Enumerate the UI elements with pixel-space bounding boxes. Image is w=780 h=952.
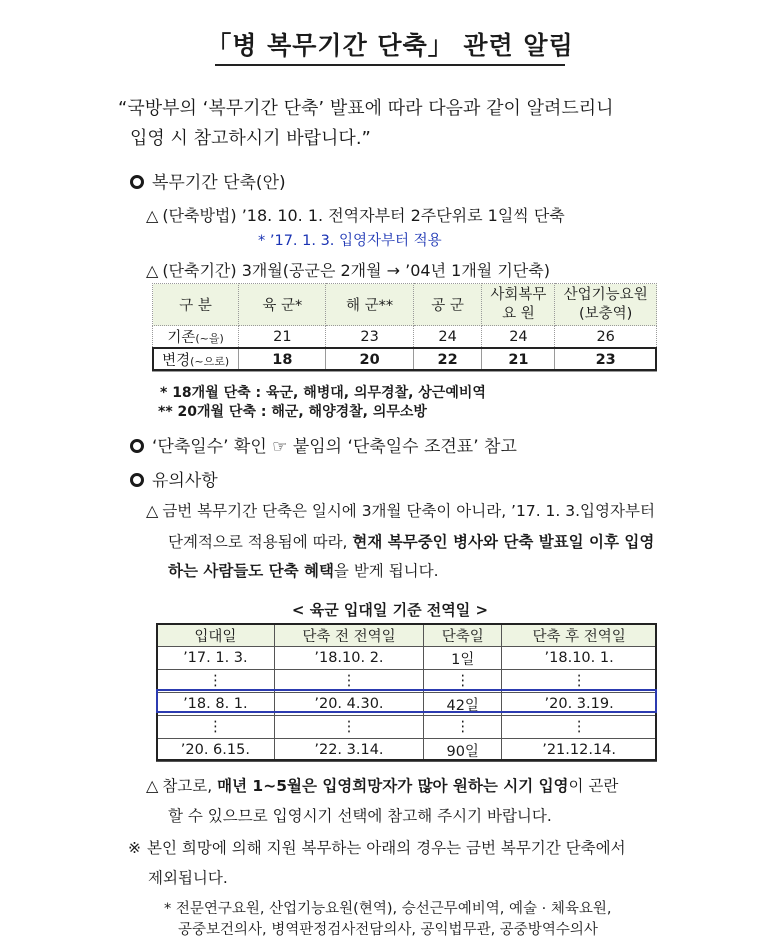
table-cell: ’20. 3.19. bbox=[502, 693, 657, 716]
triangle-marker-icon: △ bbox=[146, 261, 159, 280]
intro-line-2: 입영 시 참고하시기 바랍니다.” bbox=[130, 128, 371, 149]
table-cell: ’20. 6.15. bbox=[157, 739, 275, 762]
title-underline bbox=[215, 64, 565, 66]
reference-para-line-2: 할 수 있으므로 입영시기 선택에 참고해 주시기 바랍니다. bbox=[168, 807, 552, 825]
table-cell: 42일 bbox=[424, 693, 502, 716]
reference-para-line-1: △ 참고로, 매년 1~5월은 입영희망자가 많아 원하는 시기 입영이 곤란 bbox=[146, 776, 619, 795]
army-discharge-table bbox=[156, 623, 657, 762]
triangle-marker-icon: △ bbox=[146, 501, 159, 520]
footnote-18-months: * 18개월 단축 : 육군, 해병대, 의무경찰, 상근예비역 bbox=[160, 385, 486, 401]
table-cell: 24 bbox=[482, 326, 555, 348]
table-cell: ⋮ bbox=[424, 716, 502, 739]
shortening-method-text: (단축방법) ’18. 10. 1. 전역자부터 2주단위로 1일씩 단축 bbox=[162, 206, 565, 225]
table-row bbox=[157, 647, 657, 670]
triangle-marker-icon: △ bbox=[146, 776, 159, 795]
footnote-20-months: ** 20개월 단축 : 해군, 해양경찰, 의무소방 bbox=[158, 404, 427, 420]
table-header-cell: 해 군** bbox=[326, 284, 413, 326]
circle-bullet-icon bbox=[130, 175, 144, 189]
notice-para-line-3: 하는 사람들도 단축 혜택을 받게 됩니다. bbox=[168, 562, 439, 580]
table-row bbox=[157, 670, 657, 693]
table-cell: 21 bbox=[482, 348, 555, 372]
table-cell: 20 bbox=[326, 348, 413, 372]
table-cell: ⋮ bbox=[424, 670, 502, 693]
table-cell: ’18. 8. 1. bbox=[157, 693, 275, 716]
section-heading-text: 유의사항 bbox=[152, 471, 218, 491]
table-cell: ⋮ bbox=[502, 670, 657, 693]
shortening-period bbox=[146, 258, 550, 281]
army-table-title: < 육군 입대일 기준 전역일 > bbox=[291, 601, 489, 619]
table-cell: 23 bbox=[326, 326, 413, 348]
table-header-cell: 육 군* bbox=[239, 284, 326, 326]
intro-line-1: “국방부의 ‘복무기간 단축’ 발표에 따라 다음과 같이 알려드리니 bbox=[118, 98, 614, 119]
table-cell: 1일 bbox=[424, 647, 502, 670]
table-header-cell: 단축일 bbox=[424, 624, 502, 647]
table-cell: 23 bbox=[555, 348, 657, 372]
table-cell: 24 bbox=[413, 326, 482, 348]
table-cell: ’18.10. 2. bbox=[274, 647, 423, 670]
row-label: 기존(~을) bbox=[153, 326, 239, 348]
section-heading-text: ‘단축일수’ 확인 ☞ 붙임의 ‘단축일수 조견표’ 참고 bbox=[152, 437, 517, 457]
section-heading-text: 복무기간 단축(안) bbox=[152, 173, 286, 193]
note-marker: ※ bbox=[128, 839, 141, 857]
section-heading-1 bbox=[130, 168, 286, 193]
table-cell: ’20. 4.30. bbox=[274, 693, 423, 716]
section-heading-2 bbox=[130, 432, 517, 457]
changed-row-highlight bbox=[152, 347, 657, 371]
table-cell: 90일 bbox=[424, 739, 502, 762]
triangle-marker-icon: △ bbox=[146, 206, 159, 225]
table-cell: 18 bbox=[239, 348, 326, 372]
table-cell: ’18.10. 1. bbox=[502, 647, 657, 670]
table-cell: ⋮ bbox=[274, 716, 423, 739]
table-header-cell: 단축 전 전역일 bbox=[274, 624, 423, 647]
table-cell: ’21.12.14. bbox=[502, 739, 657, 762]
exemption-list-line-1: * 전문연구요원, 산업기능요원(현역), 승선근무예비역, 예술 · 체육요원, bbox=[164, 901, 612, 917]
row-label: 변경(~으로) bbox=[153, 348, 239, 372]
table-cell: ’17. 1. 3. bbox=[157, 647, 275, 670]
table-row bbox=[157, 739, 657, 762]
table-cell: ’22. 3.14. bbox=[274, 739, 423, 762]
table-cell: 22 bbox=[413, 348, 482, 372]
table-cell: ⋮ bbox=[157, 716, 275, 739]
exemption-note-line-2: 제외됩니다. bbox=[148, 869, 228, 887]
notice-para-line-1: △ 금번 복무기간 단축은 일시에 3개월 단축이 아니라, ’17. 1. 3.입영자부터 bbox=[146, 501, 655, 520]
table-cell: 21 bbox=[239, 326, 326, 348]
shortening-method bbox=[146, 203, 565, 226]
table-header-cell: 사회복무 요 원 bbox=[482, 284, 555, 326]
table-header-cell: 산업기능요원 (보충역) bbox=[555, 284, 657, 326]
table-cell: ⋮ bbox=[274, 670, 423, 693]
table-header-row bbox=[153, 284, 657, 326]
table-cell: 26 bbox=[555, 326, 657, 348]
table-header-row bbox=[157, 624, 657, 647]
table-row bbox=[157, 716, 657, 739]
table-row-before bbox=[153, 326, 657, 348]
table-header-cell: 입대일 bbox=[157, 624, 275, 647]
table-cell: ⋮ bbox=[502, 716, 657, 739]
notice-para-line-2: 단계적으로 적용됨에 따라, 현재 복무중인 병사와 단축 발표일 이후 입영 bbox=[168, 533, 655, 551]
table-row-highlighted bbox=[157, 693, 657, 716]
table-header-cell: 단축 후 전역일 bbox=[502, 624, 657, 647]
shortening-period-text: (단축기간) 3개월(공군은 2개월 → ’04년 1개월 기단축) bbox=[162, 261, 550, 280]
circle-bullet-icon bbox=[130, 473, 144, 487]
table-header-cell: 구 분 bbox=[153, 284, 239, 326]
page-title: 「병 복무기간 단축」 관련 알림 bbox=[206, 31, 574, 60]
table-header-cell: 공 군 bbox=[413, 284, 482, 326]
section-heading-3 bbox=[130, 466, 218, 491]
table-cell: ⋮ bbox=[157, 670, 275, 693]
method-note: * ’17. 1. 3. 입영자부터 적용 bbox=[258, 233, 442, 249]
exemption-list-line-2: 공중보건의사, 병역판정검사전담의사, 공익법무관, 공중방역수의사 bbox=[178, 922, 598, 938]
exemption-note-line-1: ※ 본인 희망에 의해 지원 복무하는 아래의 경우는 금번 복무기간 단축에서 bbox=[128, 839, 626, 857]
circle-bullet-icon bbox=[130, 439, 144, 453]
